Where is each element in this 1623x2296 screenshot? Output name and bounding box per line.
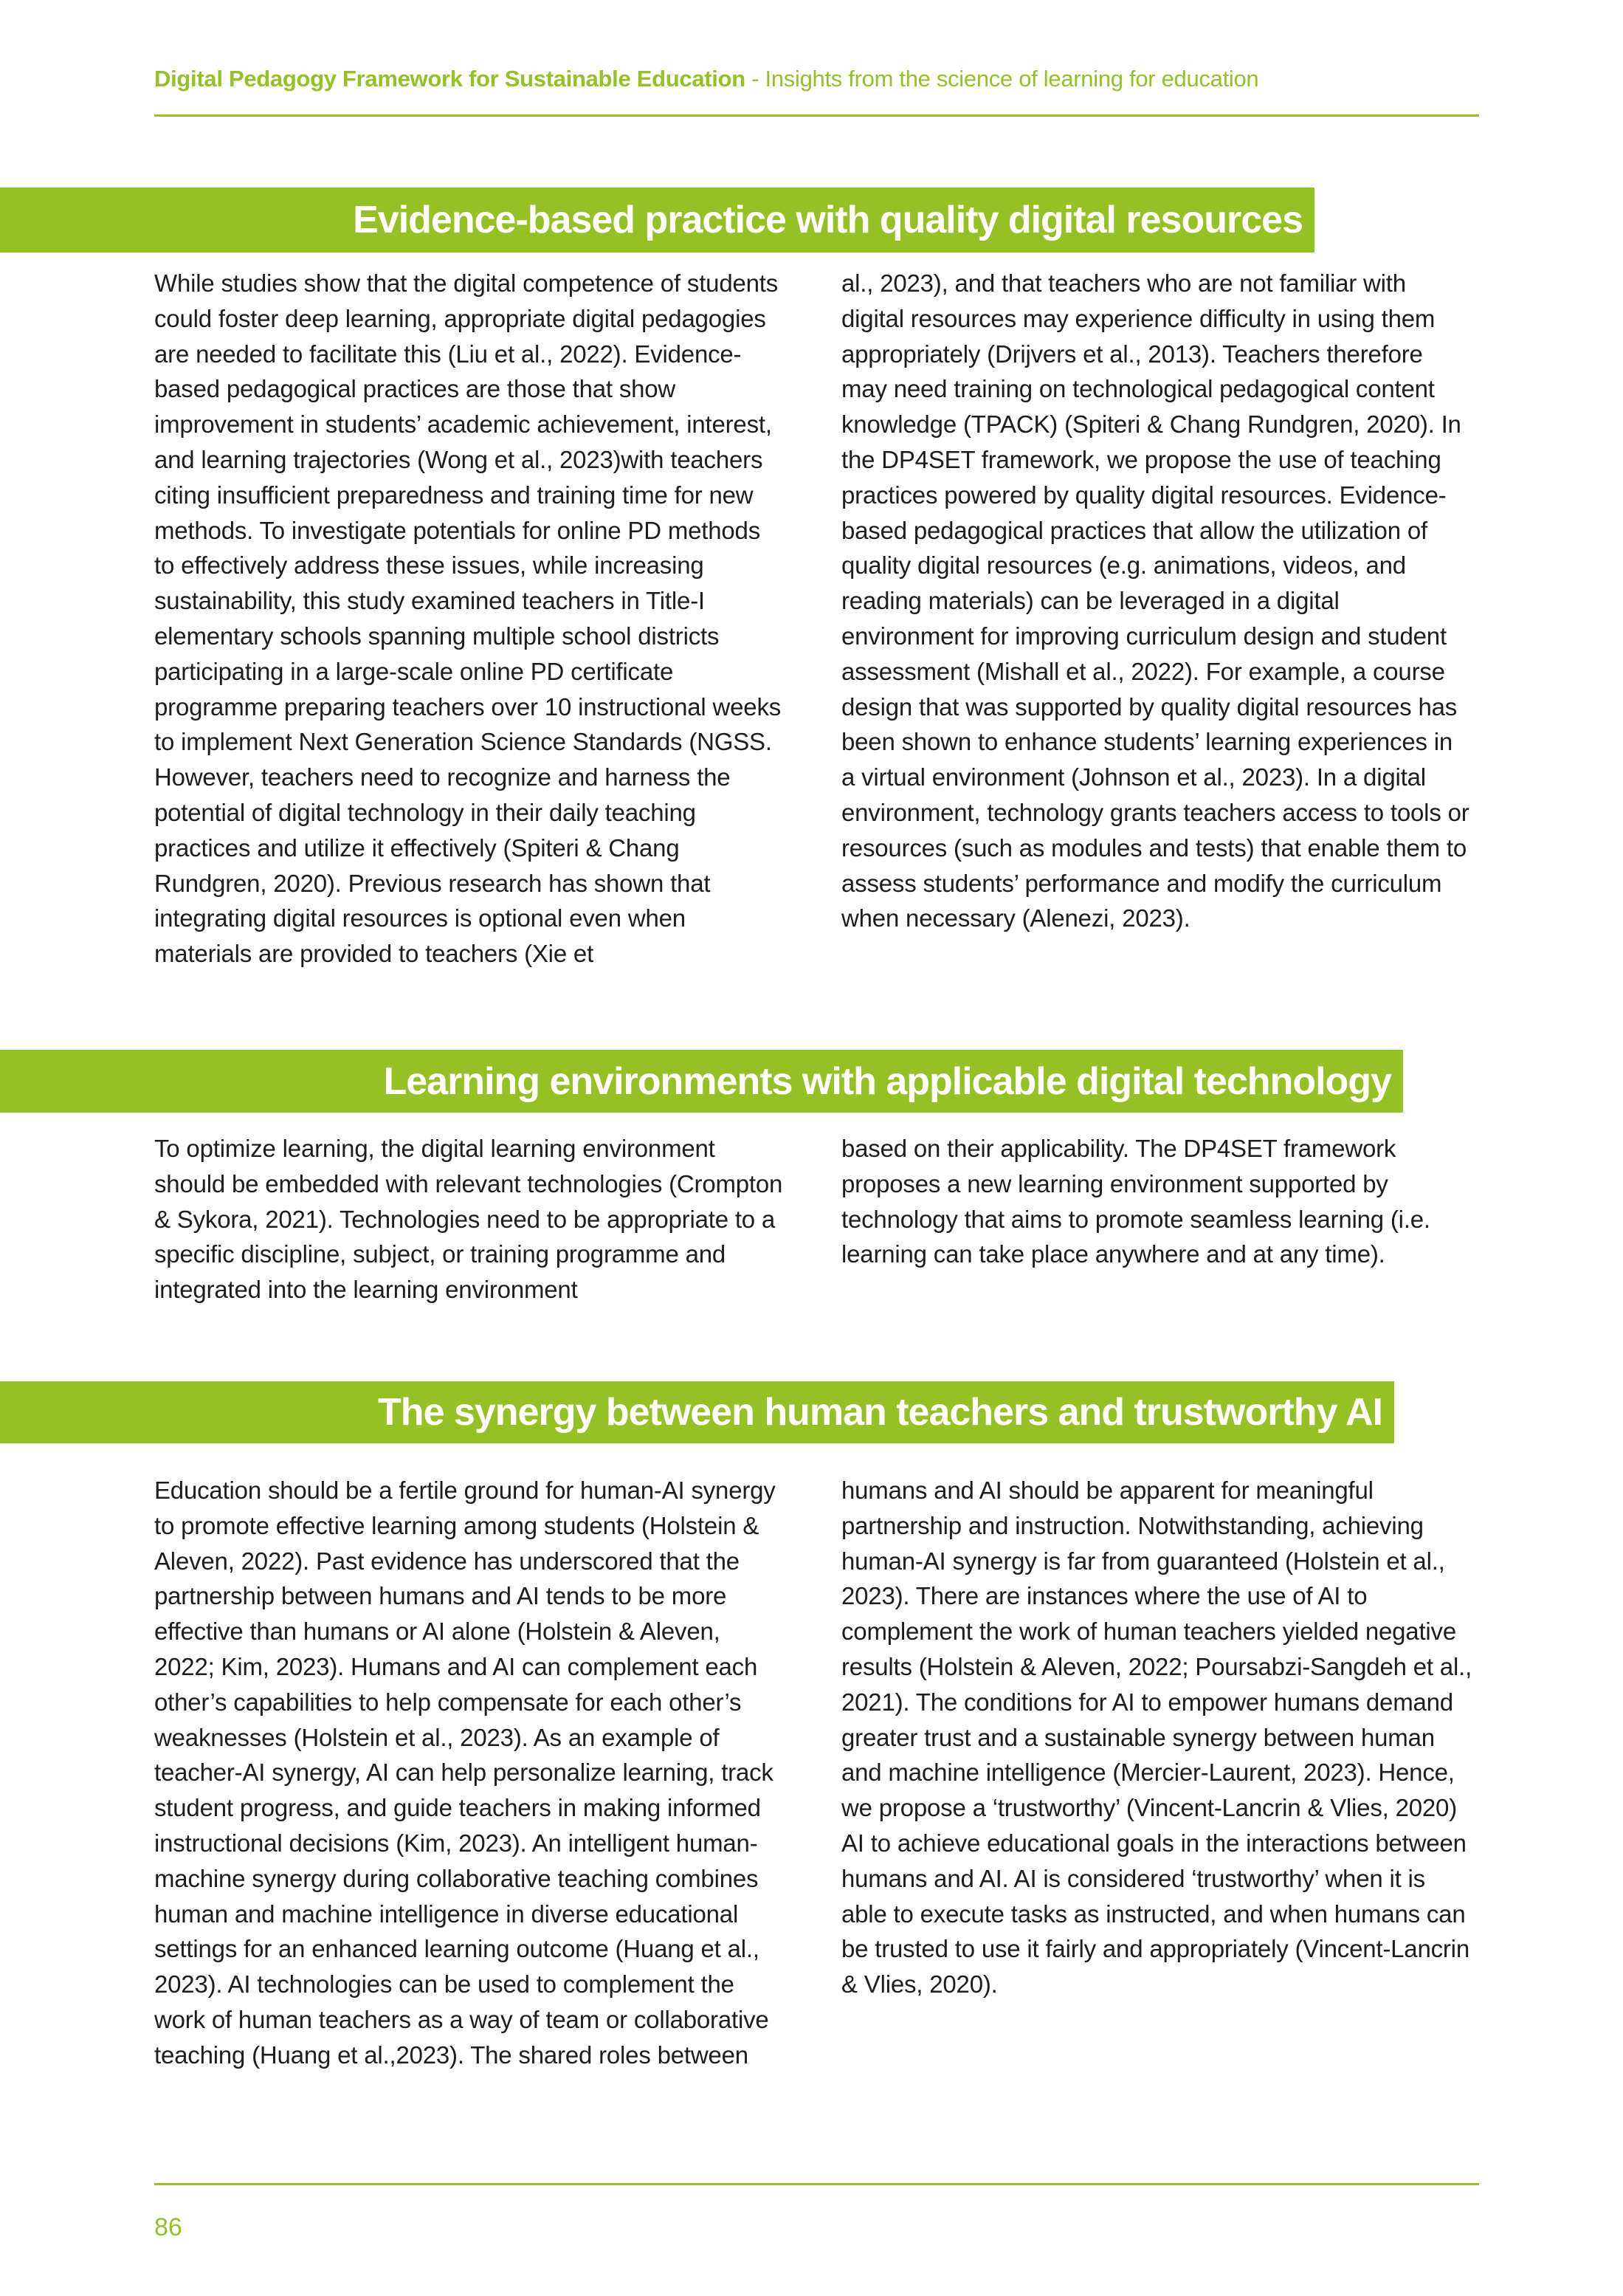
section-heading-banner [0,188,1314,252]
header-rule [154,114,1479,117]
section-heading: Evidence-based practice with quality digital resources [353,199,1303,241]
section-heading-banner [0,1050,1403,1113]
section-heading-banner [0,1381,1394,1443]
column-left: While studies show that the digital competence of students could foster deep learning, appropriate digital pedagogies are needed to facilitate this (Liu et al., 2022). Evidence-based pedagogical practices are those that show improvement in students’ academic achievement, interest, and learning trajectories (Wong et al., 2023)with teachers citing insufficient preparedness and training time for new methods. To investigate potentials for online PD methods to effectively address these issues, while increasing sustainability, this study examined teachers in Title-I elementary schools spanning multiple school districts participating in a large-scale online PD certificate programme preparing teachers over 10 instructional weeks to implement Next Generation Science Standards (NGSS. However, teachers need to recognize and harness the potential of digital technology in their daily teaching practices and utilize it effectively (Spiteri & Chang Rundgren, 2020). Previous research has shown that integrating digital resources is optional even when materials are provided to teachers (Xie et [154,269,782,968]
section-heading: Learning environments with applicable digital technology [383,1059,1391,1103]
two-column-text [154,1473,1472,2073]
section-heading: The synergy between human teachers and trustworthy AI [378,1391,1382,1434]
page-number: 86 [154,2213,182,2241]
column-right: humans and AI should be apparent for meaningful partnership and instruction. Notwithstanding, achieving human-AI synergy is far from guaranteed (Holstein et al., 2023). There are instances where the use of AI to complement the work of human teachers yielded negative results (Holstein & Aleven, 2022; Poursabzi-Sangdeh et al., 2021). The conditions for AI to empower humans demand greater trust and a sustainable synergy between human and machine intelligence (Mercier-Laurent, 2023). Hence, we propose a ‘trustworthy’ (Vincent-Lancrin & Vlies, 2020) AI to achieve educational goals in the interactions between humans and AI. AI is considered ‘trustworthy’ when it is able to execute tasks as instructed, and when humans can be trusted to use it fairly and appropriately (Vincent-Lancrin & Vlies, 2020). [841,1477,1472,1998]
two-column-text [154,1131,1472,1307]
column-right: al., 2023), and that teachers who are not familiar with digital resources may experience difficulty in using them appropriately (Drijvers et al., 2013). Teachers therefore may need training on technological pedagogical content knowledge (TPACK) (Spiteri & Chang Rundgren, 2020). In the DP4SET framework, we propose the use of teaching practices powered by quality digital resources. Evidence-based pedagogical practices that allow the utilization of quality digital resources (e.g. animations, videos, and reading materials) can be leveraged in a digital environment for improving curriculum design and student assessment (Mishall et al., 2022). For example, a course design that was supported by quality digital resources has been shown to enhance students’ learning experiences in a virtual environment (Johnson et al., 2023). In a digital environment, technology grants teachers access to tools or resources (such as modules and tests) that enable them to assess students’ performance and modify the curriculum when necessary (Alenezi, 2023). [841,269,1469,932]
two-column-text [154,266,1472,972]
column-left: To optimize learning, the digital learning environment should be embedded with relevant technologies (Crompton & Sykora, 2021). Technologies need to be appropriate to a specific discipline, subject, or training programme and integrated into the learning environment [154,1135,783,1304]
running-head-subtitle: - Insights from the science of learning for education [745,66,1259,92]
footer-rule [154,2183,1479,2185]
running-head [154,65,1258,92]
column-left: Education should be a fertile ground for human-AI synergy to promote effective learning among students (Holstein & Aleven, 2022). Past evidence has underscored that the partnership between humans and AI tends to be more effective than humans or AI alone (Holstein & Aleven, 2022; Kim, 2023). Humans and AI can complement each other’s capabilities to help compensate for each other’s weaknesses (Holstein et al., 2023). As an example of teacher-AI synergy, AI can help personalize learning, track student progress, and guide teachers in making informed instructional decisions (Kim, 2023). An intelligent human-machine synergy during collaborative teaching combines human and machine intelligence in diverse educational settings for an enhanced learning outcome (Huang et al., 2023). AI technologies can be used to complement the work of human teachers as a way of team or collaborative teaching (Huang et al.,2023). The shared roles between [154,1477,776,2069]
running-head-title: Digital Pedagogy Framework for Sustainable Education [154,66,745,92]
column-right: based on their applicability. The DP4SET framework proposes a new learning environment supported by technology that aims to promote seamless learning (i.e. learning can take place anywhere and at any time). [841,1135,1430,1268]
